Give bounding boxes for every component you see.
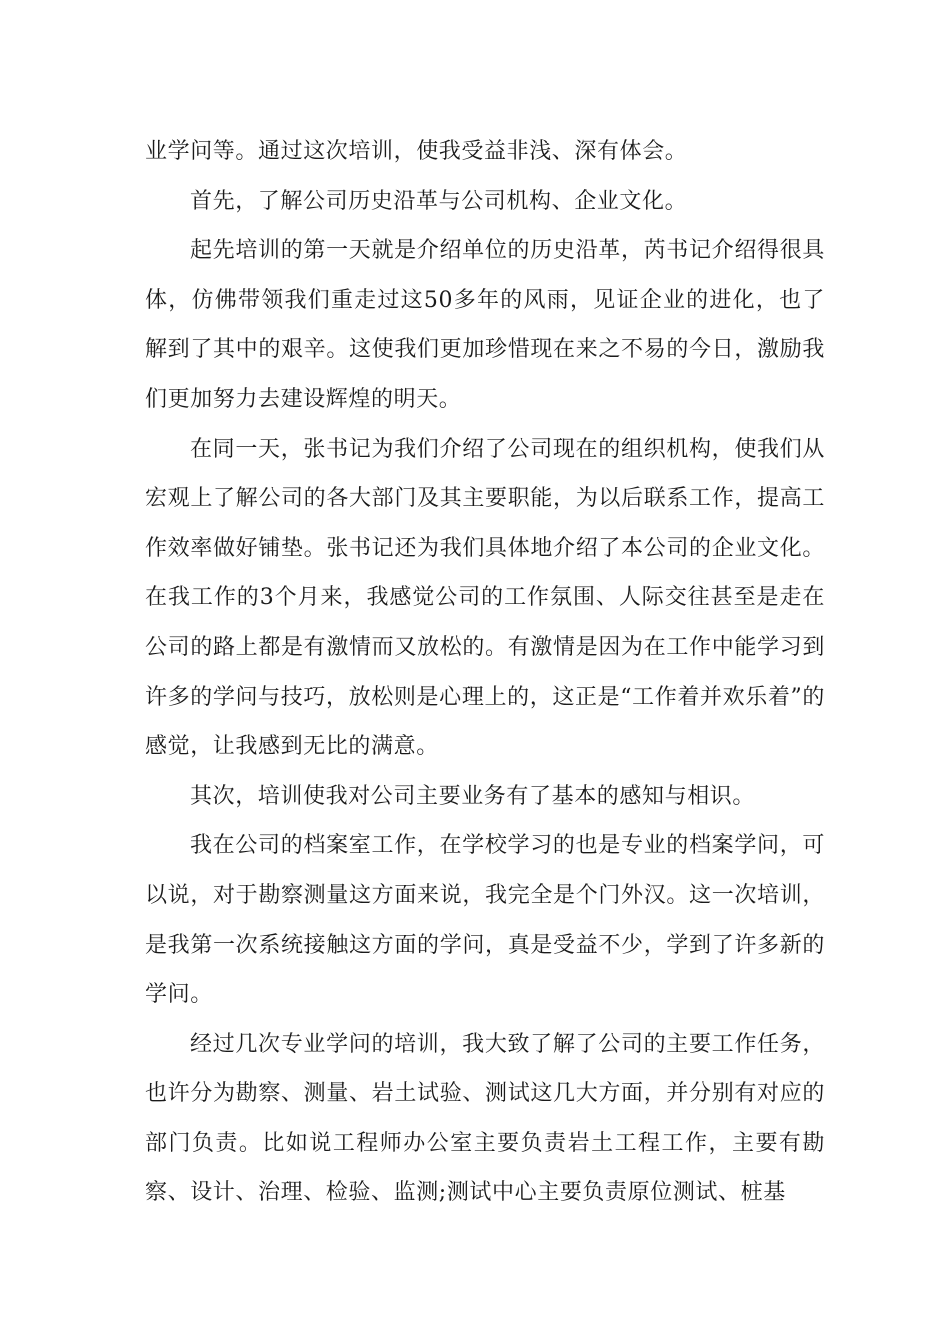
- paragraph-3: 起先培训的第一天就是介绍单位的历史沿革，芮书记介绍得很具体，仿佛带领我们重走过这50多年的风雨，见证企业的进化，也了解到了其中的艰辛。这使我们更加珍惜现在来之不易的今日，激励我们更加努力去建设辉煌的明天。: [145, 238, 825, 412]
- paragraph-7: 经过几次专业学问的培训，我大致了解了公司的主要工作任务，也许分为勘察、测量、岩土试验、测试这几大方面，并分别有对应的部门负责。比如说工程师办公室主要负责岩土工程工作，主要有勘察、设计、治理、检验、监测;测试中心主要负责原位测试、桩基: [145, 1031, 825, 1206]
- paragraph-2: 首先，了解公司历史沿革与公司机构、企业文化。: [190, 188, 688, 214]
- paragraph-6: 我在公司的档案室工作，在学校学习的也是专业的档案学问，可以说，对于勘察测量这方面来说，我完全是个门外汉。这一次培训，是我第一次系统接触这方面的学问，真是受益不少，学到了许多新的学问。: [145, 833, 825, 1008]
- body-text: [145, 127, 825, 1218]
- paragraph-4: 在同一天，张书记为我们介绍了公司现在的组织机构，使我们从宏观上了解公司的各大部门及其主要职能，为以后联系工作，提高工作效率做好铺垫。张书记还为我们具体地介绍了本公司的企业文化。在我工作的3个月来，我感觉公司的工作氛围、人际交往甚至是走在公司的路上都是有激情而又放松的。有激情是因为在工作中能学习到许多的学问与技巧，放松则是心理上的，这正是“工作着并欢乐着”的感觉，让我感到无比的满意。: [145, 436, 825, 760]
- paragraph-5: 其次，培训使我对公司主要业务有了基本的感知与相识。: [190, 783, 756, 809]
- paragraph-1: 业学问等。通过这次培训，使我受益非浅、深有体会。: [145, 139, 688, 164]
